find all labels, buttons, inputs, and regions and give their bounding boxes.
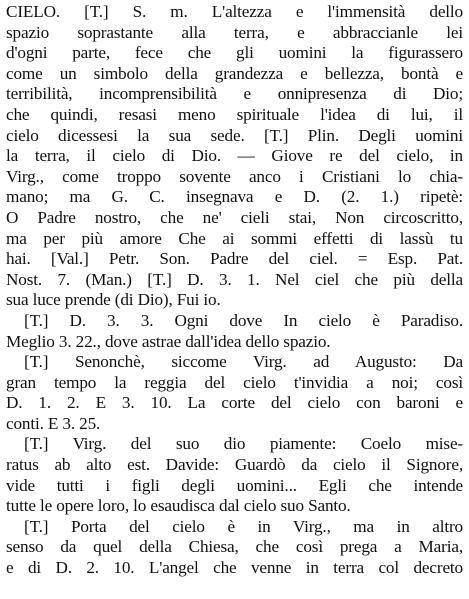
text-line: O Padre nostro, che ne' cieli stai, Non circoscritto, — [6, 207, 463, 227]
paragraph-porta — [6, 517, 463, 579]
paragraph-davide — [6, 434, 463, 516]
text-line: mano; ma G. C. insegnava e D. (2. 1.) ripetè: — [6, 187, 463, 207]
paragraph-paradiso — [6, 311, 463, 352]
text-line: Nost. 7. (Man.) [T.] D. 3. 1. Nel ciel che più della — [6, 269, 463, 289]
text-line: senso da quel della Chiesa, che così prega a Maria, — [6, 537, 463, 557]
text-line: come un simbolo della grandezza e bellezza, bontà e — [6, 63, 463, 83]
text-line: gran tempo la reggia del cielo t'invidia a noi; così — [6, 372, 463, 392]
text-line: che quindi, resasi meno spirituale l'idea di lui, il — [6, 104, 463, 124]
text-line: Virg., come troppo sovente anco i Cristiani lo chia- — [6, 166, 463, 186]
text-line: spazio soprastante alla terra, e abbraccianle lei — [6, 22, 463, 42]
text-line: sua luce prende (di Dio), Fui io. — [6, 290, 221, 310]
paragraph-reggia — [6, 352, 463, 434]
text-line: hai. [Val.] Petr. Son. Padre del ciel. = Esp. Pat. — [6, 249, 463, 269]
text-line: [T.] Virg. del suo dio piamente: Coelo mise- — [24, 434, 463, 454]
text-line: la terra, il cielo di Dio. — Giove re del cielo, in — [6, 146, 463, 166]
text-line: [T.] D. 3. 3. Ogni dove In cielo è Paradiso. — [24, 310, 463, 330]
text-line: ratus ab alto est. Davide: Guardò da cielo il Signore, — [6, 455, 463, 475]
text-line: terribilità, incomprensibilità e onnipresenza di Dio; — [6, 84, 463, 104]
text-line: cielo dicessesi la sua sede. [T.] Plin. Degli uomini — [6, 125, 463, 145]
text-line: d'ogni parte, fece che gli uomini la figurassero — [6, 43, 463, 63]
paragraph-definition — [6, 2, 463, 311]
text-line: conti. E 3. 25. — [6, 413, 101, 433]
text-line: [T.] Porta del cielo è in Virg., ma in altro — [24, 516, 463, 536]
text-line: Meglio 3. 22., dove astrae dall'idea dello spazio. — [6, 331, 331, 351]
text-line: CIELO. [T.] S. m. L'altezza e l'immensità dello — [6, 2, 463, 21]
text-line: tutte le opere loro, lo esaudisca dal cielo suo Santo. — [6, 496, 351, 516]
text-line: vide tutti i figli degli uomini... Egli che intende — [6, 475, 463, 495]
text-line: [T.] Senonchè, siccome Virg. ad Augusto: Da — [24, 352, 463, 372]
text-line: D. 1. 2. E 3. 10. La corte del cielo con baroni e — [6, 393, 463, 413]
text-line: e di D. 2. 10. L'angel che venne in terra col decreto — [6, 558, 463, 578]
text-line: ma per più amore Che ai sommi effetti di lassù tu — [6, 228, 463, 248]
